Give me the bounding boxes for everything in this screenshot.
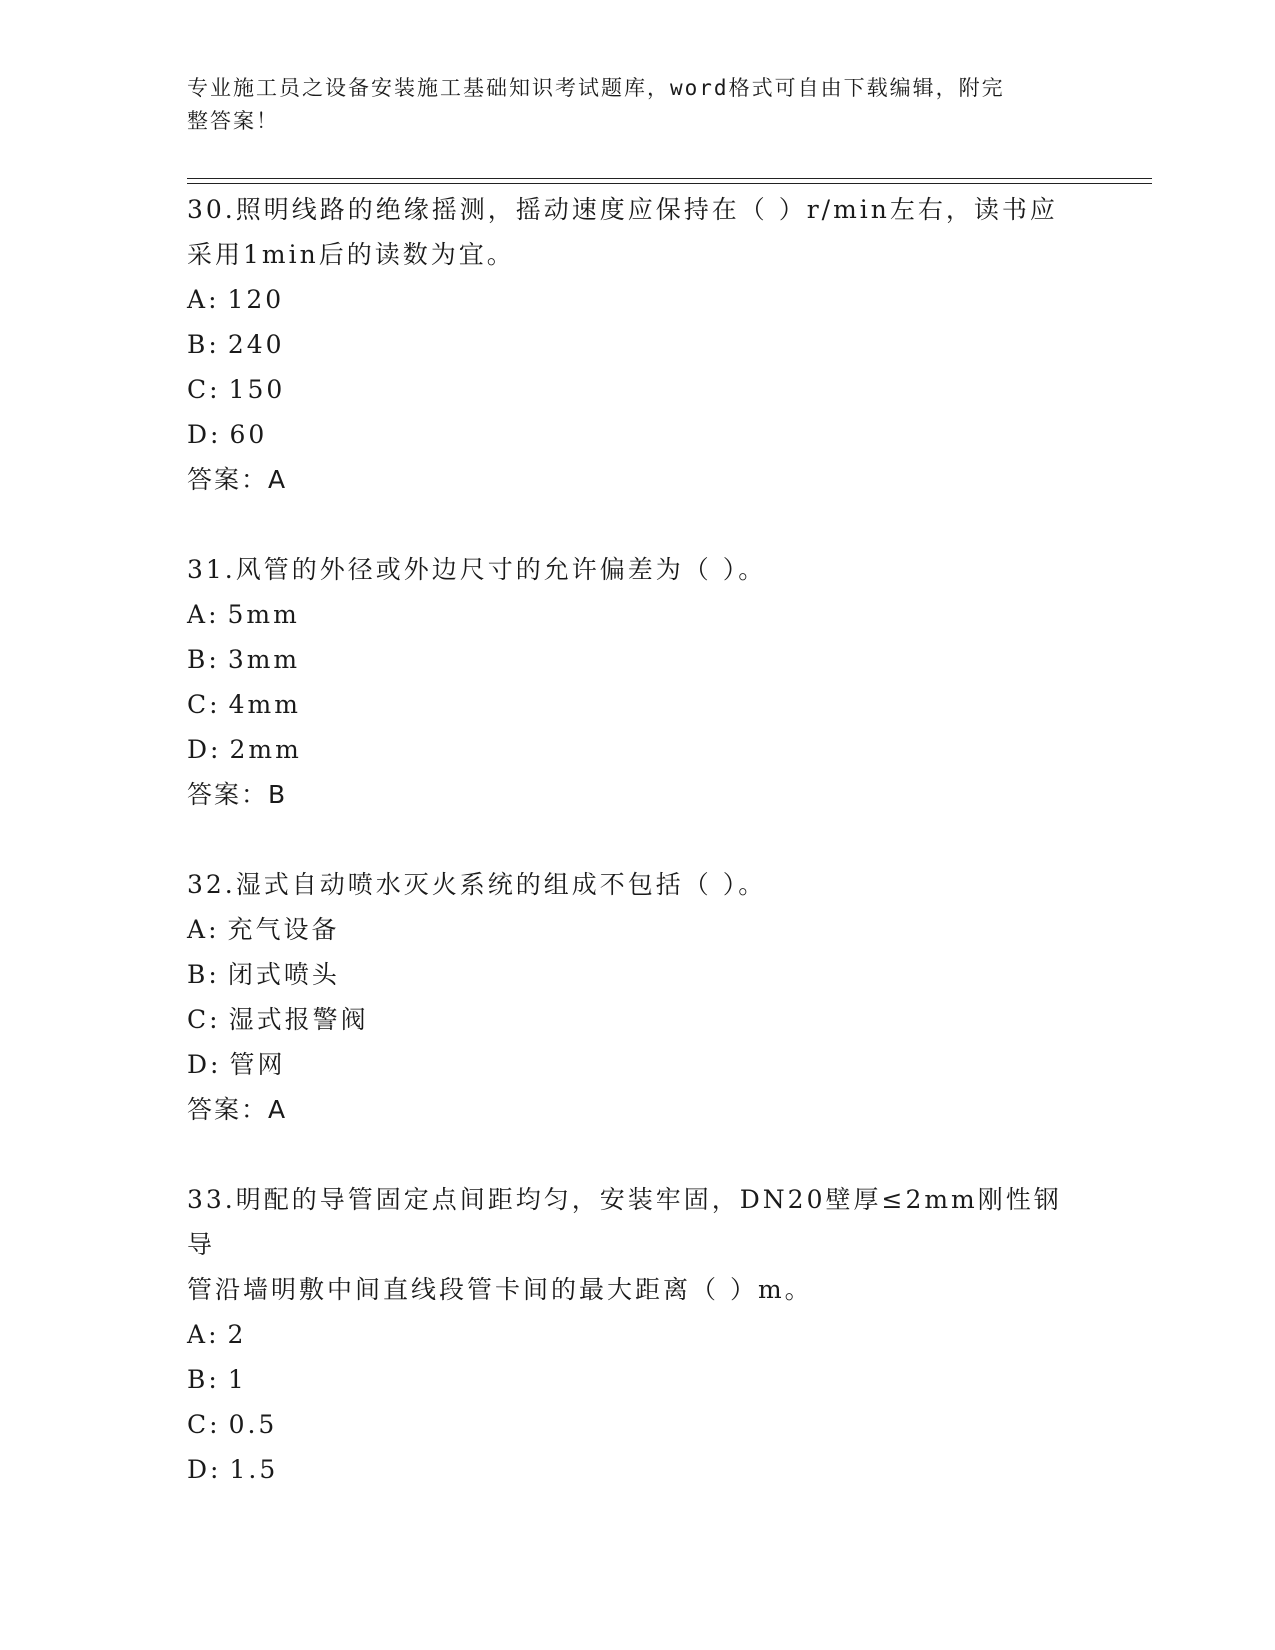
option-separator: : <box>210 735 222 764</box>
option-letter: C <box>187 375 210 404</box>
question-31 <box>187 547 1087 817</box>
option-separator: : <box>210 420 222 449</box>
option-text: 湿式报警阀 <box>228 1005 369 1034</box>
option-c <box>187 997 1087 1042</box>
option-b <box>187 1357 1087 1402</box>
option-letter: D <box>187 1455 211 1484</box>
option-letter: A <box>187 600 209 629</box>
option-separator: : <box>208 285 220 314</box>
question-30 <box>187 187 1087 502</box>
question-stem-continued: 管沿墙明敷中间直线段管卡间的最大距离（ ）m。 <box>187 1275 813 1304</box>
option-text: 150 <box>228 375 286 404</box>
option-letter: B <box>187 645 209 674</box>
header-divider-bottom <box>187 183 1152 184</box>
option-separator: : <box>208 1365 220 1394</box>
option-b <box>187 952 1087 997</box>
option-letter: C <box>187 690 210 719</box>
option-d <box>187 412 1087 457</box>
option-text: 5mm <box>227 600 300 629</box>
answer-label: 答案：B <box>187 780 288 809</box>
question-stem: 31.风管的外径或外边尺寸的允许偏差为（ ）。 <box>187 555 767 584</box>
option-text: 1.5 <box>229 1455 279 1484</box>
option-text: 充气设备 <box>227 915 340 944</box>
option-b <box>187 322 1087 367</box>
option-d <box>187 1042 1087 1087</box>
answer-label: 答案：A <box>187 465 288 494</box>
option-separator: : <box>208 915 220 944</box>
option-text: 闭式喷头 <box>227 960 340 989</box>
option-d <box>187 727 1087 772</box>
option-d <box>187 1447 1087 1492</box>
header-divider-top <box>187 178 1152 179</box>
option-separator: : <box>209 1410 221 1439</box>
option-letter: A <box>187 915 209 944</box>
option-separator: : <box>209 1005 221 1034</box>
document-header <box>187 72 1067 138</box>
option-letter: D <box>187 735 211 764</box>
option-letter: A <box>187 1320 209 1349</box>
option-c <box>187 367 1087 412</box>
question-stem: 30.照明线路的绝缘摇测，摇动速度应保持在（ ）r/min左右，读书应 <box>187 195 1058 224</box>
option-separator: : <box>209 375 221 404</box>
option-c <box>187 682 1087 727</box>
option-separator: : <box>208 960 220 989</box>
option-separator: : <box>209 690 221 719</box>
question-stem: 33.明配的导管固定点间距均匀，安装牢固，DN20壁厚≤2mm刚性钢导 <box>187 1185 1062 1259</box>
option-separator: : <box>208 600 220 629</box>
option-b <box>187 637 1087 682</box>
option-letter: D <box>187 1050 211 1079</box>
option-separator: : <box>208 645 220 674</box>
option-text: 2mm <box>229 735 302 764</box>
option-text: 4mm <box>228 690 301 719</box>
option-text: 2 <box>227 1320 247 1349</box>
question-32 <box>187 862 1087 1132</box>
option-text: 管网 <box>229 1050 286 1079</box>
option-letter: D <box>187 420 211 449</box>
option-letter: C <box>187 1005 210 1034</box>
option-separator: : <box>210 1050 222 1079</box>
option-a <box>187 907 1087 952</box>
option-separator: : <box>208 330 220 359</box>
option-letter: C <box>187 1410 210 1439</box>
option-letter: A <box>187 285 209 314</box>
option-a <box>187 1312 1087 1357</box>
option-letter: B <box>187 1365 209 1394</box>
option-separator: : <box>208 1320 220 1349</box>
option-text: 240 <box>227 330 285 359</box>
option-a <box>187 592 1087 637</box>
option-letter: B <box>187 330 209 359</box>
question-stem-continued: 采用1min后的读数为宜。 <box>187 240 515 269</box>
option-text: 0.5 <box>228 1410 278 1439</box>
option-text: 1 <box>227 1365 247 1394</box>
question-stem: 32.湿式自动喷水灭火系统的组成不包括（ ）。 <box>187 870 767 899</box>
option-letter: B <box>187 960 209 989</box>
option-separator: : <box>210 1455 222 1484</box>
header-line-2: 整答案！ <box>187 109 279 133</box>
option-a <box>187 277 1087 322</box>
option-text: 3mm <box>227 645 301 674</box>
question-33 <box>187 1177 1087 1492</box>
answer-label: 答案：A <box>187 1095 288 1124</box>
option-text: 120 <box>227 285 285 314</box>
option-c <box>187 1402 1087 1447</box>
header-line-1: 专业施工员之设备安装施工基础知识考试题库，word格式可自由下载编辑，附完 <box>187 76 1005 100</box>
option-text: 60 <box>229 420 268 449</box>
